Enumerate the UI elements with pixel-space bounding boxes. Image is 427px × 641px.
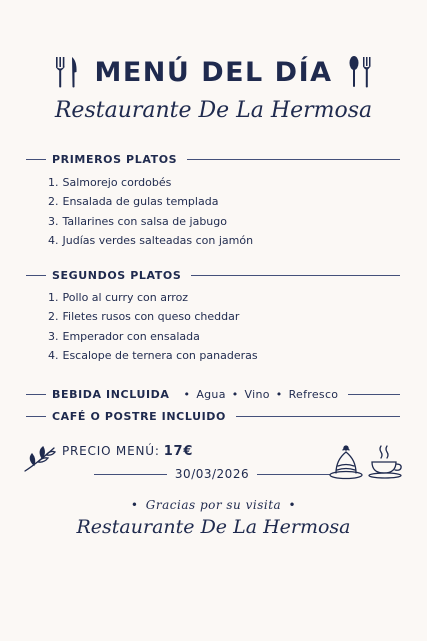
list-item xyxy=(48,231,253,250)
item-number: 4. xyxy=(48,233,59,247)
dish-name: Judías verdes salteadas con jamón xyxy=(62,233,254,247)
spoon-fork-icon xyxy=(347,55,373,89)
restaurant-name: Restaurante De La Hermosa xyxy=(54,98,373,123)
dish-name: Tallarines con salsa de jabugo xyxy=(62,214,227,228)
item-number: 3. xyxy=(48,329,59,343)
divider xyxy=(236,416,400,417)
menu-date: 30/03/2026 xyxy=(174,467,250,481)
segundos-list xyxy=(48,288,258,365)
dish-name: Escalope de ternera con panaderas xyxy=(62,348,258,362)
drink-option: Refresco xyxy=(288,387,339,401)
item-number: 2. xyxy=(48,310,59,324)
divider xyxy=(187,159,400,160)
dish-name: Emperador con ensalada xyxy=(62,329,200,343)
price-row xyxy=(62,444,193,459)
thanks-text: Gracias por su visita xyxy=(145,498,282,512)
bebida-label: BEBIDA INCLUIDA xyxy=(52,387,170,401)
item-number: 4. xyxy=(48,348,59,362)
section-segundos-heading xyxy=(26,267,400,283)
coffee-cup-icon xyxy=(366,442,406,480)
leaf-branch-icon xyxy=(22,444,58,474)
list-item xyxy=(48,288,258,307)
section-title: PRIMEROS PLATOS xyxy=(52,152,178,166)
list-item xyxy=(48,173,253,192)
section-title: SEGUNDOS PLATOS xyxy=(52,268,182,282)
section-bebida-heading xyxy=(26,386,400,402)
divider xyxy=(191,275,400,276)
dish-name: Filetes rusos con queso cheddar xyxy=(62,310,240,324)
title-row xyxy=(0,52,427,92)
section-title: CAFÉ O POSTRE INCLUIDO xyxy=(52,409,226,423)
dish-name: Pollo al curry con arroz xyxy=(62,291,189,304)
item-number: 2. xyxy=(48,195,59,209)
list-item xyxy=(48,327,258,346)
dish-name: Ensalada de gulas templada xyxy=(62,195,219,209)
divider xyxy=(26,159,46,160)
date-row xyxy=(94,466,330,482)
divider xyxy=(26,394,46,395)
restaurant-signature: Restaurante De La Hermosa xyxy=(76,516,351,538)
drink-option: Vino xyxy=(244,387,270,401)
item-number: 3. xyxy=(48,214,59,228)
primeros-list xyxy=(48,173,253,250)
item-number: 1. xyxy=(48,176,59,189)
divider xyxy=(26,275,46,276)
section-postre-heading xyxy=(26,408,400,424)
divider xyxy=(348,394,400,395)
list-item xyxy=(48,346,258,365)
divider xyxy=(257,474,330,475)
dish-name: Salmorejo cordobés xyxy=(62,176,172,189)
list-item xyxy=(48,307,258,326)
divider xyxy=(26,416,46,417)
item-number: 1. xyxy=(48,291,59,304)
price-value: 17€ xyxy=(163,444,194,459)
fork-knife-icon xyxy=(54,55,80,89)
list-item xyxy=(48,212,253,231)
section-primeros-heading xyxy=(26,151,400,167)
list-item xyxy=(48,192,253,211)
dessert-icon xyxy=(327,442,365,480)
divider xyxy=(94,474,167,475)
thanks-message: • Gracias por su visita • xyxy=(130,498,297,512)
page-title: MENÚ DEL DÍA xyxy=(94,56,333,88)
price-label: PRECIO MENÚ: xyxy=(62,444,160,458)
section-title: BEBIDA INCLUIDA • Agua • Vino • Refresco xyxy=(52,387,339,401)
drink-option: Agua xyxy=(196,387,226,401)
